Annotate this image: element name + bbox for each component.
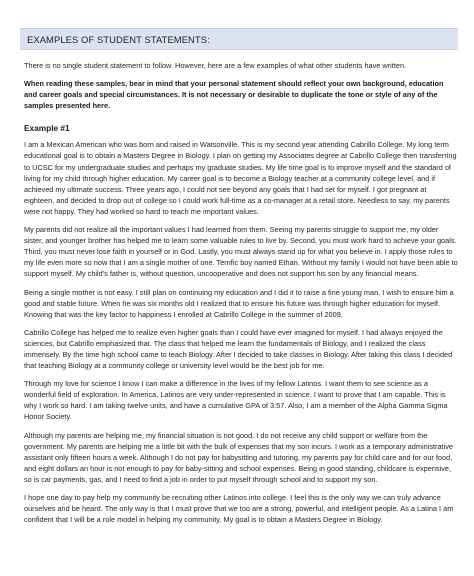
section-title: EXAMPLES OF STUDENT STATEMENTS:	[27, 33, 210, 45]
example-paragraph-4: Cabrillo College has helped me to realize even higher goals than I could have ever imagined for myself. I had always enjoyed the sciences, but Cabrillo emphasized that. The class that helped me learn the fundamentals of Biology, and I realized the class immensely. By the time high school came to teach Biology. After I decided to take classes in Biology. After taking this class I decided that teaching Biology at a community college or university level would be the best job for me.	[24, 327, 453, 371]
example-paragraph-5: Through my love for science I know I can make a difference in the lives of my fellow Latinos. I want them to see science as a wonderful field of exploration. In America, Latinos are very under-represented in science. I want to prove that I am capable. This is why I work so hard. I am taking twelve units, and have a cumulative GPA of 3.57. Also, I am a member of the Alpha Gamma Sigma Honor Society.	[24, 379, 448, 422]
example-paragraph-2: My parents did not realize all the important values I had learned from them. Seeing my parents struggle to support me, my older sister, and younger brother has helped me to learn some valuable rules to live by. Second, you must work hard to achieve your goals. Third, you must never lose faith in yourself or in God. Lastly, you must always stand up for what you believe in. I apply those rules to my life even more so now that I am a single mother of one. Terrific boy named Ethan. Without my family I would not have been able to support myself. My child's father is, without question, uncooperative and does not support his son by any financial means.	[24, 225, 458, 279]
section-header	[20, 28, 458, 50]
example-paragraph-3: Being a single mother is not easy. I still plan on continuing my education and I did it to raise a fine young man. I wish to ensure him a good and stable future. When he was six months old I realized that to ensure his future was through higher education for myself. Knowing that was the key factor to happiness I enrolled at Cabrillo College in the summer of 2009.	[24, 287, 454, 319]
guidance-paragraph: When reading these samples, bear in mind that your personal statement should reflect your own background, education and career goals and special circumstances. It is not necessary or desirable to duplicate the tone or style of any of the samples presented here.	[24, 79, 444, 111]
intro-paragraph: There is no single student statement to follow. However, here are a few examples of what other students have written.	[24, 61, 407, 70]
example-paragraph-6: Although my parents are helping me, my financial situation is not good. I do not receive any child support or welfare from the government. My parents are helping me a little bit with the bulk of expenses that my son incurs. I work as a temporary administrative assistant only fifteen hours a week. Although I do not pay for babysitting and tutoring, my parents pay for child care and for our food, and eight dollars an hour is not enough to pay for baby-sitting and school expenses. Being in good standing, childcare is expensive, so is car payments, gas, and I need to find a job in order to put myself through school and to support my son.	[24, 430, 453, 484]
example-paragraph-1: I am a Mexican American who was born and raised in Watsonville. This is my second year attending Cabrillo College. My long term educational goal is to obtain a Masters Degree in Biology. I plan on getting my Associates degree at Cabrillo College then transferring to UCSC for my undergraduate studies and perhaps my graduate studies. My life time goal is to improve myself and the standard of living for my child through higher education. My career goal is to become a Biology teacher at a community college level, and if achieved my ultimate success. Three years ago, I could not see beyond any goals that I had set for myself. I got pregnant at eighteen, and decided to drop out of college so I could work full-time as a co-manager at a retail store. Needless to say, my parents were not happy. They had worked so hard to teach me important values.	[24, 140, 457, 216]
document-page	[20, 28, 458, 532]
example-heading: Example #1	[24, 123, 70, 134]
example-paragraph-7: I hope one day to pay help my community be recruiting other Latinos into college. I feel this is the only way we can truly advance ourselves and be heard. The only way is that I must prove that we too are a strong, powerful, and intelligent people. As a Latina I am confident that I will be a role model in helping my community. My goal is to obtain a Masters Degree in Biology.	[24, 493, 454, 525]
